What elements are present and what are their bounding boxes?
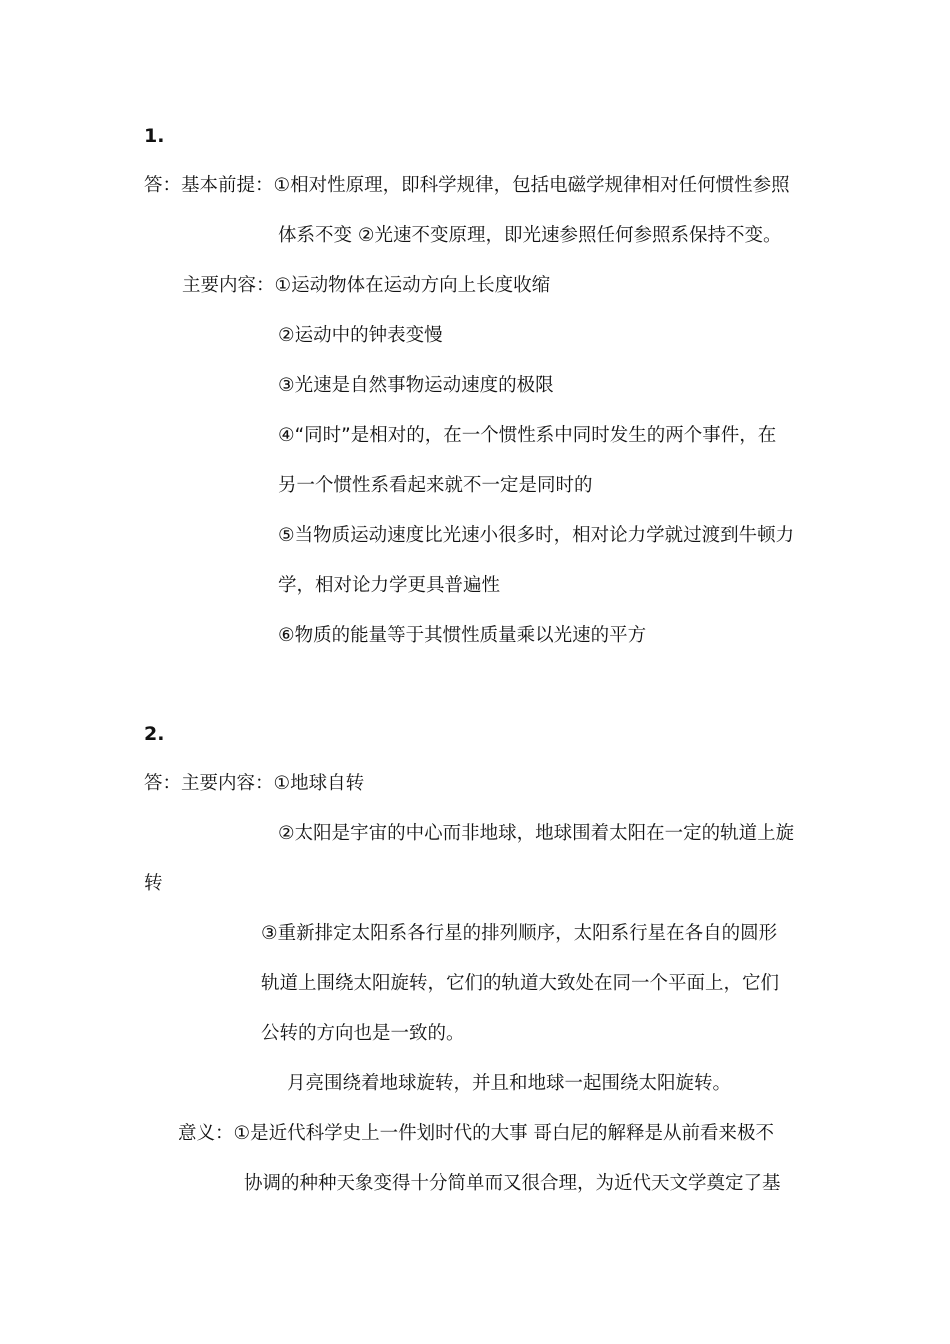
q1-answer-line-1: 答：基本前提：①相对性原理，即科学规律，包括电磁学规律相对任何惯性参照 <box>144 175 790 196</box>
q1-item-3: ③光速是自然事物运动速度的极限 <box>278 375 554 396</box>
question-1-number: 1. <box>144 125 165 147</box>
q1-item-2: ②运动中的钟表变慢 <box>278 325 443 346</box>
q1-item-4-line-1: ④“同时”是相对的，在一个惯性系中同时发生的两个事件，在 <box>278 425 777 446</box>
q1-main-content-label: 主要内容：①运动物体在运动方向上长度收缩 <box>182 275 551 296</box>
q2-item-3-line-1: ③重新排定太阳系各行星的排列顺序，太阳系行星在各自的圆形 <box>261 923 778 944</box>
q1-item-4-line-2: 另一个惯性系看起来就不一定是同时的 <box>278 475 593 496</box>
q1-item-5-line-2: 学，相对论力学更具普遍性 <box>278 575 501 596</box>
q2-meaning-line-2: 协调的种种天象变得十分简单而又很合理，为近代天文学奠定了基 <box>244 1173 781 1194</box>
q2-item-3-line-2: 轨道上围绕太阳旋转，它们的轨道大致处在同一个平面上，它们 <box>261 973 780 994</box>
q1-answer-line-2: 体系不变 ②光速不变原理，即光速参照任何参照系保持不变。 <box>278 225 782 246</box>
q1-item-5-line-1: ⑤当物质运动速度比光速小很多时，相对论力学就过渡到牛顿力 <box>278 525 795 546</box>
q2-meaning-line-1: 意义：①是近代科学史上一件划时代的大事 哥白尼的解释是从前看来极不 <box>178 1123 774 1144</box>
question-2-number: 2. <box>144 723 165 745</box>
q2-item-3-line-3: 公转的方向也是一致的。 <box>261 1023 465 1044</box>
q2-item-2-line-2: 转 <box>144 873 163 894</box>
q2-answer-line-1: 答：主要内容：①地球自转 <box>144 773 365 794</box>
q2-moon-line: 月亮围绕着地球旋转，并且和地球一起围绕太阳旋转。 <box>287 1073 732 1094</box>
q1-item-6: ⑥物质的能量等于其惯性质量乘以光速的平方 <box>278 625 647 646</box>
q2-item-2-line-1: ②太阳是宇宙的中心而非地球，地球围着太阳在一定的轨道上旋 <box>278 823 795 844</box>
